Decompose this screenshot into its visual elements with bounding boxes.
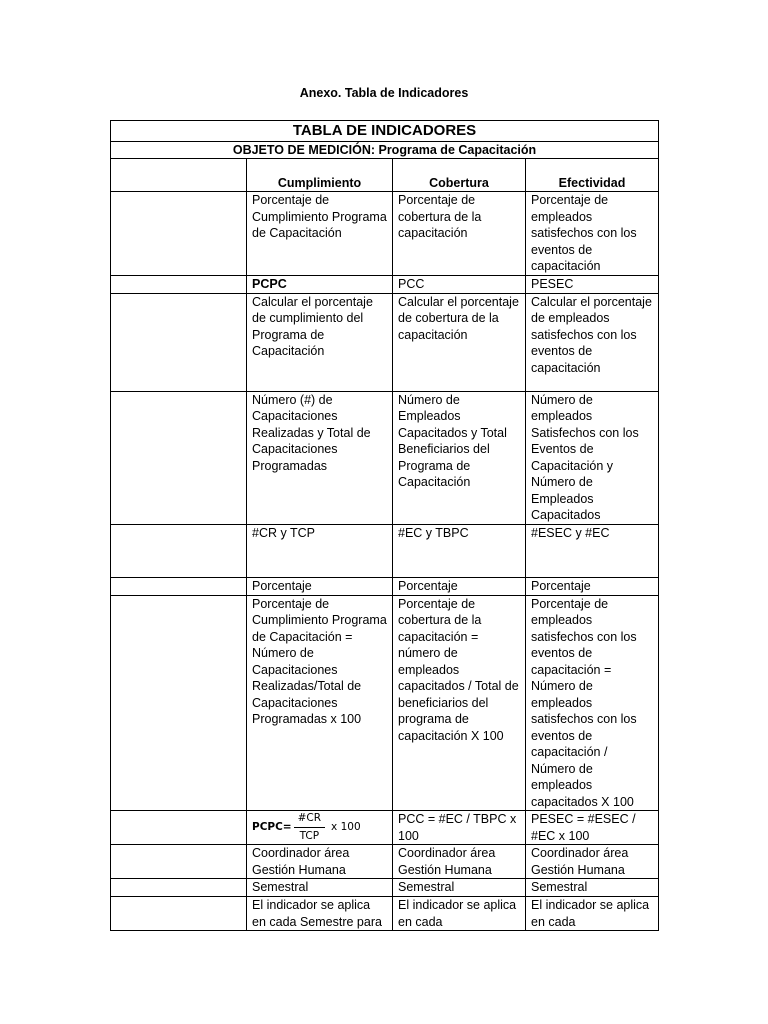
table-cell: PESEC = #ESEC / #EC x 100: [526, 811, 659, 845]
table-cell: Calcular el porcentaje de cumplimiento del Programa de Capacitación: [247, 293, 393, 391]
table-cell: PCPC: [247, 275, 393, 293]
table-cell: Porcentaje: [526, 577, 659, 595]
header-cobertura: Cobertura: [393, 159, 526, 192]
table-cell: #ESEC y #EC: [526, 524, 659, 577]
table-title: TABLA DE INDICADORES: [111, 121, 659, 142]
row-label-cell: [111, 275, 247, 293]
formula-lhs: PCPC=: [252, 820, 292, 833]
row-label-cell: [111, 293, 247, 391]
table-cell: Calcular el porcentaje de empleados satisfechos con los eventos de capacitación: [526, 293, 659, 391]
table-row-responsable: [111, 845, 659, 879]
row-label-cell: [111, 577, 247, 595]
row-label-cell: [111, 391, 247, 524]
table-cell: Porcentaje: [247, 577, 393, 595]
formula-fraction: [294, 811, 325, 845]
table-cell: Porcentaje: [393, 577, 526, 595]
objeto-medicion: OBJETO DE MEDICIÓN: Programa de Capacitación: [111, 142, 659, 159]
indicators-table: [110, 120, 659, 931]
table-row-formula-texto: [111, 595, 659, 811]
table-cell: Porcentaje de Cumplimiento Programa de Capacitación: [247, 192, 393, 276]
table-row-aplicacion: [111, 897, 659, 931]
row-label-cell: [111, 879, 247, 897]
table-cell: El indicador se aplica en cada Semestre para: [247, 897, 393, 931]
table-cell: Calcular el porcentaje de cobertura de la capacitación: [393, 293, 526, 391]
formula-denominator: TCP: [299, 829, 320, 842]
row-label-cell: [111, 159, 247, 192]
objeto-row: [111, 142, 659, 159]
table-cell: El indicador se aplica en cada: [526, 897, 659, 931]
table-cell: Semestral: [247, 879, 393, 897]
table-title-row: [111, 121, 659, 142]
table-row-unidad: [111, 577, 659, 595]
table-cell: El indicador se aplica en cada: [393, 897, 526, 931]
formula-multiplier: x 100: [331, 820, 361, 833]
formula-numerator: #CR: [294, 811, 325, 828]
table-row-objetivo: [111, 293, 659, 391]
table-row-periodicidad: [111, 879, 659, 897]
table-cell: #EC y TBPC: [393, 524, 526, 577]
table-cell: Coordinador área Gestión Humana: [526, 845, 659, 879]
table-cell: Porcentaje de cobertura de la capacitación = número de empleados capacitados / Total de beneficiarios del programa de capacitación X 100: [393, 595, 526, 811]
table-cell: Semestral: [526, 879, 659, 897]
row-label-cell: [111, 524, 247, 577]
header-efectividad: Efectividad: [526, 159, 659, 192]
header-row: [111, 159, 659, 192]
row-label-cell: [111, 845, 247, 879]
table-cell: PCC = #EC / TBPC x 100: [393, 811, 526, 845]
table-cell: Número (#) de Capacitaciones Realizadas y Total de Capacitaciones Programadas: [247, 391, 393, 524]
table-cell: Porcentaje de Cumplimiento Programa de Capacitación = Número de Capacitaciones Realizadas/Total de Capacitaciones Programadas x 100: [247, 595, 393, 811]
table-row-formula: [111, 811, 659, 845]
row-label-cell: [111, 897, 247, 931]
table-cell: PESEC: [526, 275, 659, 293]
table-cell: Porcentaje de cobertura de la capacitación: [393, 192, 526, 276]
table-cell: Número de empleados Satisfechos con los Eventos de Capacitación y Número de Empleados Capacitados: [526, 391, 659, 524]
row-label-cell: [111, 192, 247, 276]
table-cell: Porcentaje de empleados satisfechos con los eventos de capacitación = Número de empleados satisfechos con los eventos de capacitación / Número de empleados capacitados X 100: [526, 595, 659, 811]
table-cell: #CR y TCP: [247, 524, 393, 577]
table-cell: Porcentaje de empleados satisfechos con los eventos de capacitación: [526, 192, 659, 276]
table-cell: Semestral: [393, 879, 526, 897]
table-row-variables: [111, 391, 659, 524]
table-cell: Coordinador área Gestión Humana: [393, 845, 526, 879]
pcpc-formula-image: [252, 811, 387, 843]
table-row-sigla: [111, 275, 659, 293]
row-label-cell: [111, 811, 247, 845]
table-row-nombre: [111, 192, 659, 276]
annex-title: Anexo. Tabla de Indicadores: [299, 86, 469, 100]
table-cell: PCC: [393, 275, 526, 293]
row-label-cell: [111, 595, 247, 811]
table-row-siglas-variables: [111, 524, 659, 577]
table-cell: Número de Empleados Capacitados y Total Beneficiarios del Programa de Capacitación: [393, 391, 526, 524]
formula-cell: [247, 811, 393, 845]
header-cumplimiento: Cumplimiento: [247, 159, 393, 192]
table-cell: Coordinador área Gestión Humana: [247, 845, 393, 879]
